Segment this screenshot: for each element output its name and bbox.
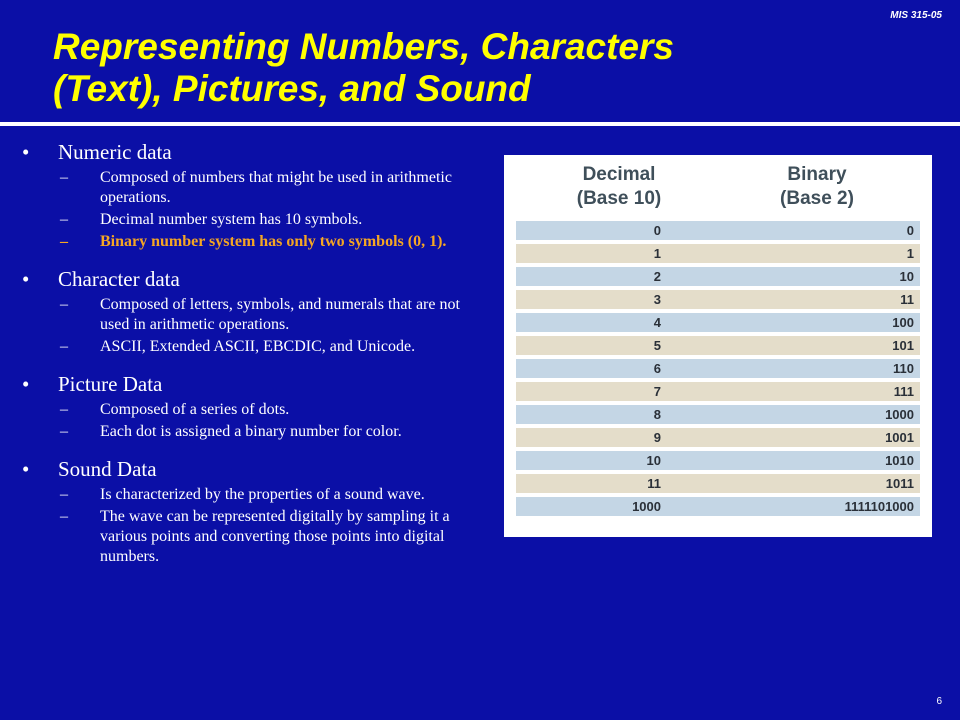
dash-icon: – <box>60 211 68 228</box>
table-row <box>516 451 920 470</box>
decimal-cell: 1000 <box>632 499 661 514</box>
binary-cell: 0 <box>906 223 914 238</box>
binary-header-base: (Base 2) <box>780 188 854 209</box>
sub-bullet-text: Composed of letters, symbols, and numerals that are not used in arithmetic operations. <box>100 296 460 333</box>
slide-title-line-2: (Text), Pictures, and Sound <box>53 68 531 109</box>
decimal-binary-table <box>504 155 932 537</box>
binary-cell: 1001 <box>885 430 914 445</box>
binary-cell: 1111101000 <box>844 499 914 514</box>
table-row <box>516 428 920 447</box>
binary-column-header <box>762 163 872 211</box>
decimal-cell: 10 <box>646 453 661 468</box>
bullet-dot-icon: • <box>22 457 30 481</box>
table-row <box>516 336 920 355</box>
table-row <box>516 290 920 309</box>
slide-title-line-1: Representing Numbers, Characters <box>53 26 674 67</box>
decimal-cell: 5 <box>653 338 661 353</box>
table-row <box>516 244 920 263</box>
table-row <box>516 382 920 401</box>
sub-bullet <box>22 210 492 230</box>
binary-cell: 1000 <box>885 407 914 422</box>
slide-number: 6 <box>936 696 942 707</box>
dash-icon: – <box>60 169 68 186</box>
table-row <box>516 405 920 424</box>
title-divider <box>0 122 960 126</box>
sub-bullet <box>22 422 492 442</box>
decimal-cell: 3 <box>653 292 661 307</box>
bullet-label: Numeric data <box>58 140 172 164</box>
sub-bullet-highlighted <box>22 232 492 252</box>
bullet-section <box>22 370 492 442</box>
table-row <box>516 267 920 286</box>
bullet-label: Picture Data <box>58 372 163 396</box>
dash-icon: – <box>60 296 68 313</box>
sub-bullet <box>22 400 492 420</box>
decimal-cell: 11 <box>647 476 661 491</box>
binary-cell: 10 <box>899 269 914 284</box>
table-row <box>516 313 920 332</box>
decimal-cell: 6 <box>653 361 661 376</box>
bullet-item <box>22 455 492 483</box>
dash-icon: – <box>60 338 68 355</box>
decimal-cell: 4 <box>653 315 661 330</box>
bullet-dot-icon: • <box>22 267 30 291</box>
decimal-header-base: (Base 10) <box>576 188 662 209</box>
bullet-section <box>22 138 492 252</box>
sub-bullet <box>22 295 492 335</box>
decimal-header-label: Decimal <box>582 164 656 185</box>
bullet-section <box>22 455 492 567</box>
sub-bullet-text: Each dot is assigned a binary number for color. <box>100 423 402 440</box>
bullet-dot-icon: • <box>22 372 30 396</box>
slide-title <box>53 26 913 110</box>
dash-icon: – <box>60 233 68 250</box>
dash-icon: – <box>60 401 68 418</box>
bullet-section <box>22 265 492 357</box>
sub-bullet-text: Decimal number system has 10 symbols. <box>100 211 363 228</box>
table-row <box>516 359 920 378</box>
bullet-list <box>22 138 492 580</box>
table-row <box>516 474 920 493</box>
sub-bullet-text: Is characterized by the properties of a sound wave. <box>100 486 425 503</box>
course-code: MIS 315-05 <box>890 10 942 21</box>
sub-bullet-text: ASCII, Extended ASCII, EBCDIC, and Unicode. <box>100 338 416 355</box>
binary-cell: 111 <box>893 384 914 399</box>
bullet-dot-icon: • <box>22 140 30 164</box>
binary-cell: 100 <box>892 315 914 330</box>
decimal-cell: 7 <box>653 384 661 399</box>
dash-icon: – <box>60 423 68 440</box>
bullet-item <box>22 265 492 293</box>
binary-cell: 1010 <box>885 453 914 468</box>
sub-bullet <box>22 485 492 505</box>
decimal-cell: 1 <box>653 246 661 261</box>
binary-cell: 101 <box>892 338 914 353</box>
binary-cell: 1011 <box>885 476 914 491</box>
table-body <box>516 221 920 520</box>
sub-bullet <box>22 168 492 208</box>
decimal-cell: 9 <box>653 430 661 445</box>
bullet-label: Sound Data <box>58 457 157 481</box>
dash-icon: – <box>60 508 68 525</box>
decimal-cell: 8 <box>653 407 661 422</box>
sub-bullet <box>22 507 492 567</box>
sub-bullet-text: The wave can be represented digitally by sampling it a various points and converting those points into digital numbers. <box>100 508 450 565</box>
sub-bullet-text: Composed of a series of dots. <box>100 401 290 418</box>
decimal-column-header <box>564 163 674 211</box>
binary-cell: 11 <box>900 292 914 307</box>
table-header <box>504 163 932 221</box>
sub-bullet-text: Binary number system has only two symbols (0, 1). <box>100 233 447 250</box>
table-row <box>516 497 920 516</box>
binary-cell: 110 <box>893 361 914 376</box>
binary-cell: 1 <box>906 246 914 261</box>
dash-icon: – <box>60 486 68 503</box>
table-row <box>516 221 920 240</box>
binary-header-label: Binary <box>787 164 847 185</box>
decimal-cell: 0 <box>653 223 661 238</box>
bullet-item <box>22 138 492 166</box>
bullet-label: Character data <box>58 267 180 291</box>
bullet-item <box>22 370 492 398</box>
decimal-cell: 2 <box>653 269 661 284</box>
sub-bullet <box>22 337 492 357</box>
sub-bullet-text: Composed of numbers that might be used in arithmetic operations. <box>100 169 452 206</box>
